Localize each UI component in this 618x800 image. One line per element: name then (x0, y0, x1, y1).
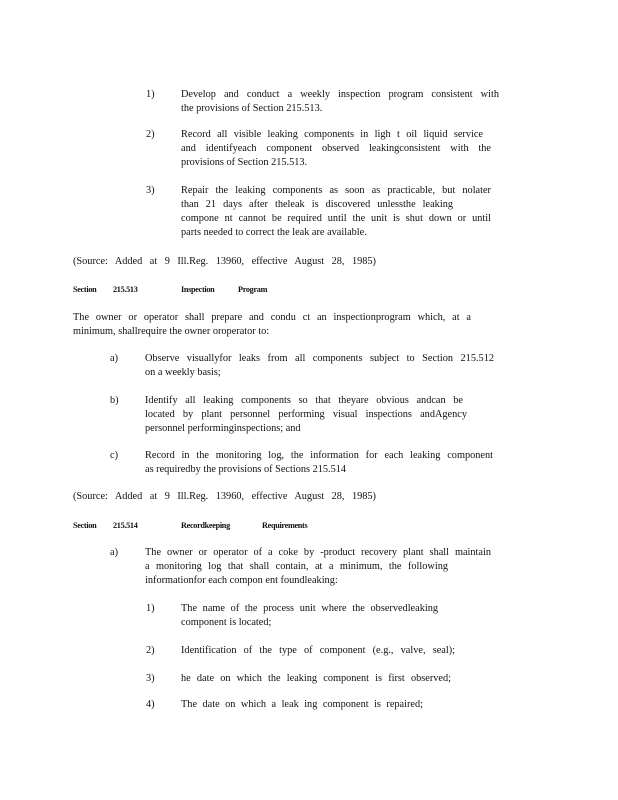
text-line: a monitoring log that shall contain, at a minimum, the following (145, 561, 448, 572)
section-title-word: Requirements (262, 521, 308, 530)
text-line: The date on which a leak ing component is repaired; (181, 699, 423, 710)
text-line: Record all visible leaking components in ligh t oil liquid service (181, 129, 483, 140)
text-line: The name of the process unit where the observedleaking (181, 603, 438, 614)
text-line: Identify all leaking components so that theyare obvious andcan be (145, 395, 463, 406)
text-line: personnel performinginspections; and (145, 423, 301, 434)
list-marker: 2) (146, 129, 155, 140)
text-line: on a weekly basis; (145, 367, 221, 378)
list-marker: a) (110, 547, 118, 558)
text-line: Observe visuallyfor leaks from all components subject to Section 215.512 (145, 353, 494, 364)
list-marker: 1) (146, 89, 155, 100)
list-marker: 4) (146, 699, 155, 710)
source-note: (Source: Added at 9 Ill.Reg. 13960, effective August 28, 1985) (73, 491, 376, 502)
list-marker: b) (110, 395, 119, 406)
text-line: The owner or operator shall prepare and condu ct an inspectionprogram which, at a (73, 312, 471, 323)
text-line: component is located; (181, 617, 272, 628)
section-number: 215.513 (113, 285, 138, 294)
list-marker: 2) (146, 645, 155, 656)
section-title-word: Program (238, 285, 268, 294)
text-line: Record in the monitoring log, the information for each leaking component (145, 450, 493, 461)
section-number: 215.514 (113, 521, 138, 530)
text-line: Repair the leaking components as soon as practicable, but nolater (181, 185, 491, 196)
section-label: Section (73, 521, 97, 530)
text-line: located by plant personnel performing visual inspections andAgency (145, 409, 467, 420)
text-line: parts needed to correct the leak are available. (181, 227, 367, 238)
text-line: Develop and conduct a weekly inspection program consistent with (181, 89, 499, 100)
text-line: The owner or operator of a coke by -product recovery plant shall maintain (145, 547, 491, 558)
list-marker: c) (110, 450, 118, 461)
source-note: (Source: Added at 9 Ill.Reg. 13960, effective August 28, 1985) (73, 256, 376, 267)
text-line: he date on which the leaking component is first observed; (181, 673, 451, 684)
text-line: than 21 days after theleak is discovered unlessthe leaking (181, 199, 453, 210)
section-title-word: Inspection (181, 285, 215, 294)
text-line: as requiredby the provisions of Sections 215.514 (145, 464, 347, 475)
text-line: minimum, shallrequire the owner oroperator to: (73, 326, 270, 337)
section-title-word: Recordkeeping (181, 521, 230, 530)
section-label: Section (73, 285, 97, 294)
list-marker: a) (110, 353, 118, 364)
text-line: and identifyeach component observed leakingconsistent with the (181, 143, 491, 154)
text-line: compone nt cannot be required until the unit is shut down or until (181, 213, 491, 224)
list-marker: 1) (146, 603, 155, 614)
list-marker: 3) (146, 673, 155, 684)
text-line: provisions of Section 215.513. (181, 157, 308, 168)
text-line: informationfor each compon ent foundleaking: (145, 575, 338, 586)
list-marker: 3) (146, 185, 155, 196)
text-line: the provisions of Section 215.513. (181, 103, 323, 114)
text-line: Identification of the type of component (e.g., valve, seal); (181, 645, 455, 656)
